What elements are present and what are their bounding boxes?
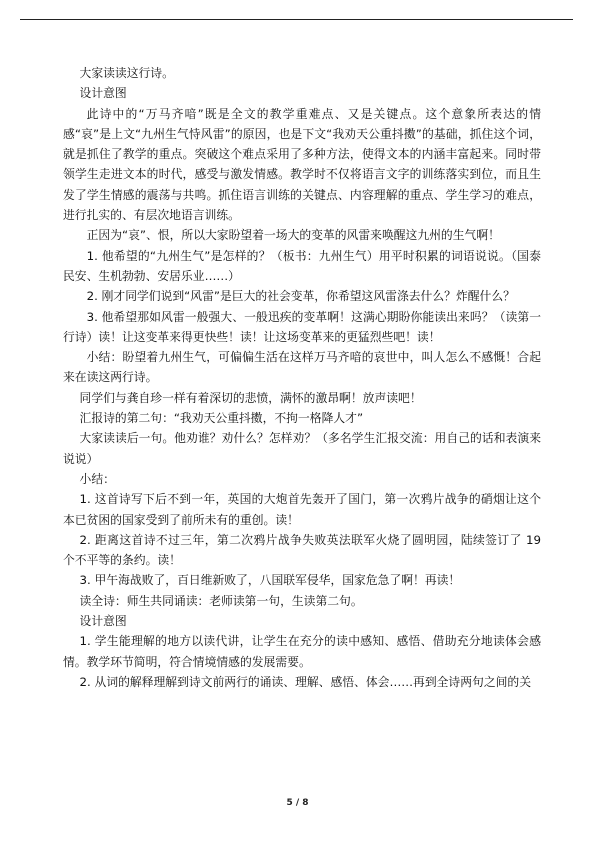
paragraph: 设计意图 (79, 86, 127, 101)
paragraph: 2. 距离这首诗不过三年，第二次鸦片战争失败英法联军火烧了圆明园，陆续签订了 19 个不平等的条约。读！ (63, 532, 541, 568)
paragraph: 汇报诗的第二句：“我劝天公重抖擞，不拘一格降人才” (79, 411, 364, 426)
document-body (63, 63, 541, 692)
paragraph: 此诗中的“万马齐喑”既是全文的教学重难点、又是关键点。这个意象所表达的情感“哀”是上文“九州生气恃风雷”的原因，也是下文“我劝天公重抖擞”的基础，抓住这个词，就是抓住了教学的重点。突破这个难点采用了多种方法，使得文本的内涵丰富起来。同时带领学生走进文本的时代，感受与激发情感。教学时不仅将语言文字的训练落实到位，而且生发了学生情感的震荡与共鸣。抓住语言训练的关键点、内容理解的重点、学生学习的难点，进行扎实的、有层次地语言训练。 (63, 106, 541, 223)
paragraph: 3. 甲午海战败了，百日维新败了，八国联军侵华，国家危急了啊！再读！ (79, 573, 461, 588)
paragraph: 正因为“哀”、恨，所以大家盼望着一场大的变革的风雷来唤醒这九州的生气啊！ (86, 228, 500, 243)
paragraph: 2. 从词的解释理解到诗文前两行的诵读、理解、感悟、体会……再到全诗两句之间的关 (79, 674, 532, 689)
paragraph: 1. 学生能理解的地方以读代讲，让学生在充分的读中感知、感悟、借助充分地读体会感情。教学环节简明，符合情境情感的发展需要。 (63, 634, 541, 669)
paragraph: 大家读读这行诗。 (79, 66, 174, 80)
paragraph: 读全诗：师生共同诵读：老师读第一句，生读第二句。 (79, 593, 363, 608)
paragraph: 1. 这首诗写下后不到一年，英国的大炮首先轰开了国门，第一次鸦片战争的硝烟让这个本已贫困的国家受到了前所未有的重创。读！ (63, 492, 541, 527)
paragraph: 3. 他希望那如风雷一般强大、一般迅疾的变革啊！这满心期盼你能读出来吗？（读第一行诗）读！让这变革来得更快些！读！让这场变革来的更猛烈些吧！读！ (63, 309, 541, 344)
paragraph: 小结： (79, 471, 115, 486)
paragraph: 设计意图 (79, 614, 127, 629)
paragraph: 大家读读后一句。他劝谁？劝什么？怎样劝？（多名学生汇报交流：用自己的话和表演来说说） (63, 431, 541, 466)
paragraph: 2. 刚才同学们说到“风雷”是巨大的社会变革，你希望这风雷涤去什么？炸醒什么？ (86, 289, 515, 304)
header-rule (20, 19, 573, 20)
paragraph: 1. 他希望的“九州生气”是怎样的？（板书：九州生气）用平时积累的词语说说。（国泰民安、生机勃勃、安居乐业……） (63, 248, 541, 283)
paragraph: 小结：盼望着九州生气，可偏偏生活在这样万马齐喑的哀世中，叫人怎么不感慨！合起来在读这两行诗。 (63, 350, 541, 385)
paragraph: 同学们与龚自珍一样有着深切的悲愤，满怀的激昂啊！放声读吧！ (79, 390, 422, 405)
page-number: 5 / 8 (286, 798, 309, 808)
